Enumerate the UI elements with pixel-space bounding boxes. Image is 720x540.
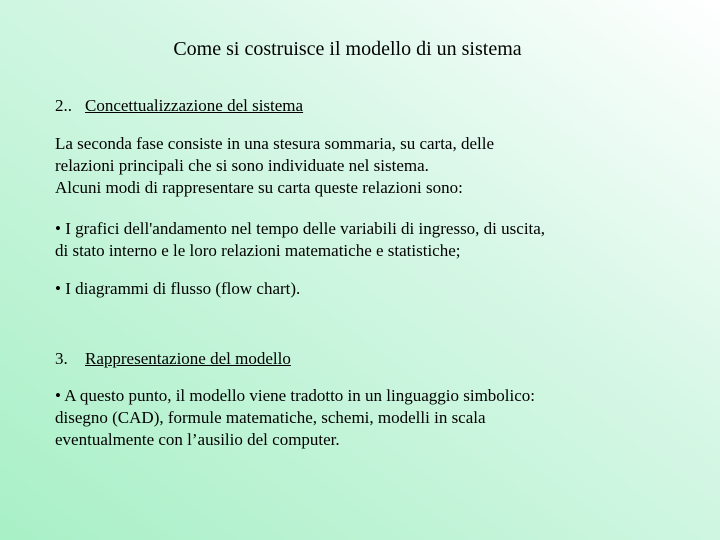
section-3-heading <box>55 349 291 369</box>
intro-line: La seconda fase consiste in una stesura sommaria, su carta, delle <box>55 134 495 153</box>
intro-line: relazioni principali che si sono individuate nel sistema. <box>55 156 429 175</box>
section-2-bullet-graphs <box>55 218 695 262</box>
section-2-heading <box>55 96 303 116</box>
bullet-line: eventualmente con l’ausilio del computer. <box>55 430 340 449</box>
bullet-line: • I diagrammi di flusso (flow chart). <box>55 279 301 298</box>
section-3-title: Rappresentazione del modello <box>85 349 291 368</box>
section-2-number: 2.. <box>55 96 72 115</box>
bullet-line: disegno (CAD), formule matematiche, schemi, modelli in scala <box>55 408 486 427</box>
bullet-line: di stato interno e le loro relazioni matematiche e statistiche; <box>55 241 461 260</box>
intro-line: Alcuni modi di rappresentare su carta queste relazioni sono: <box>55 178 463 197</box>
bullet-line: • A questo punto, il modello viene tradotto in un linguaggio simbolico: <box>55 386 536 405</box>
section-3-bullet <box>55 385 695 451</box>
section-2-bullet-flowchart <box>55 278 695 300</box>
section-2-intro <box>55 133 695 199</box>
section-3-number: 3. <box>55 349 68 368</box>
bullet-line: • I grafici dell'andamento nel tempo delle variabili di ingresso, di uscita, <box>55 219 546 238</box>
section-2-title: Concettualizzazione del sistema <box>85 96 304 115</box>
slide-title: Come si costruisce il modello di un sistema <box>173 38 522 60</box>
